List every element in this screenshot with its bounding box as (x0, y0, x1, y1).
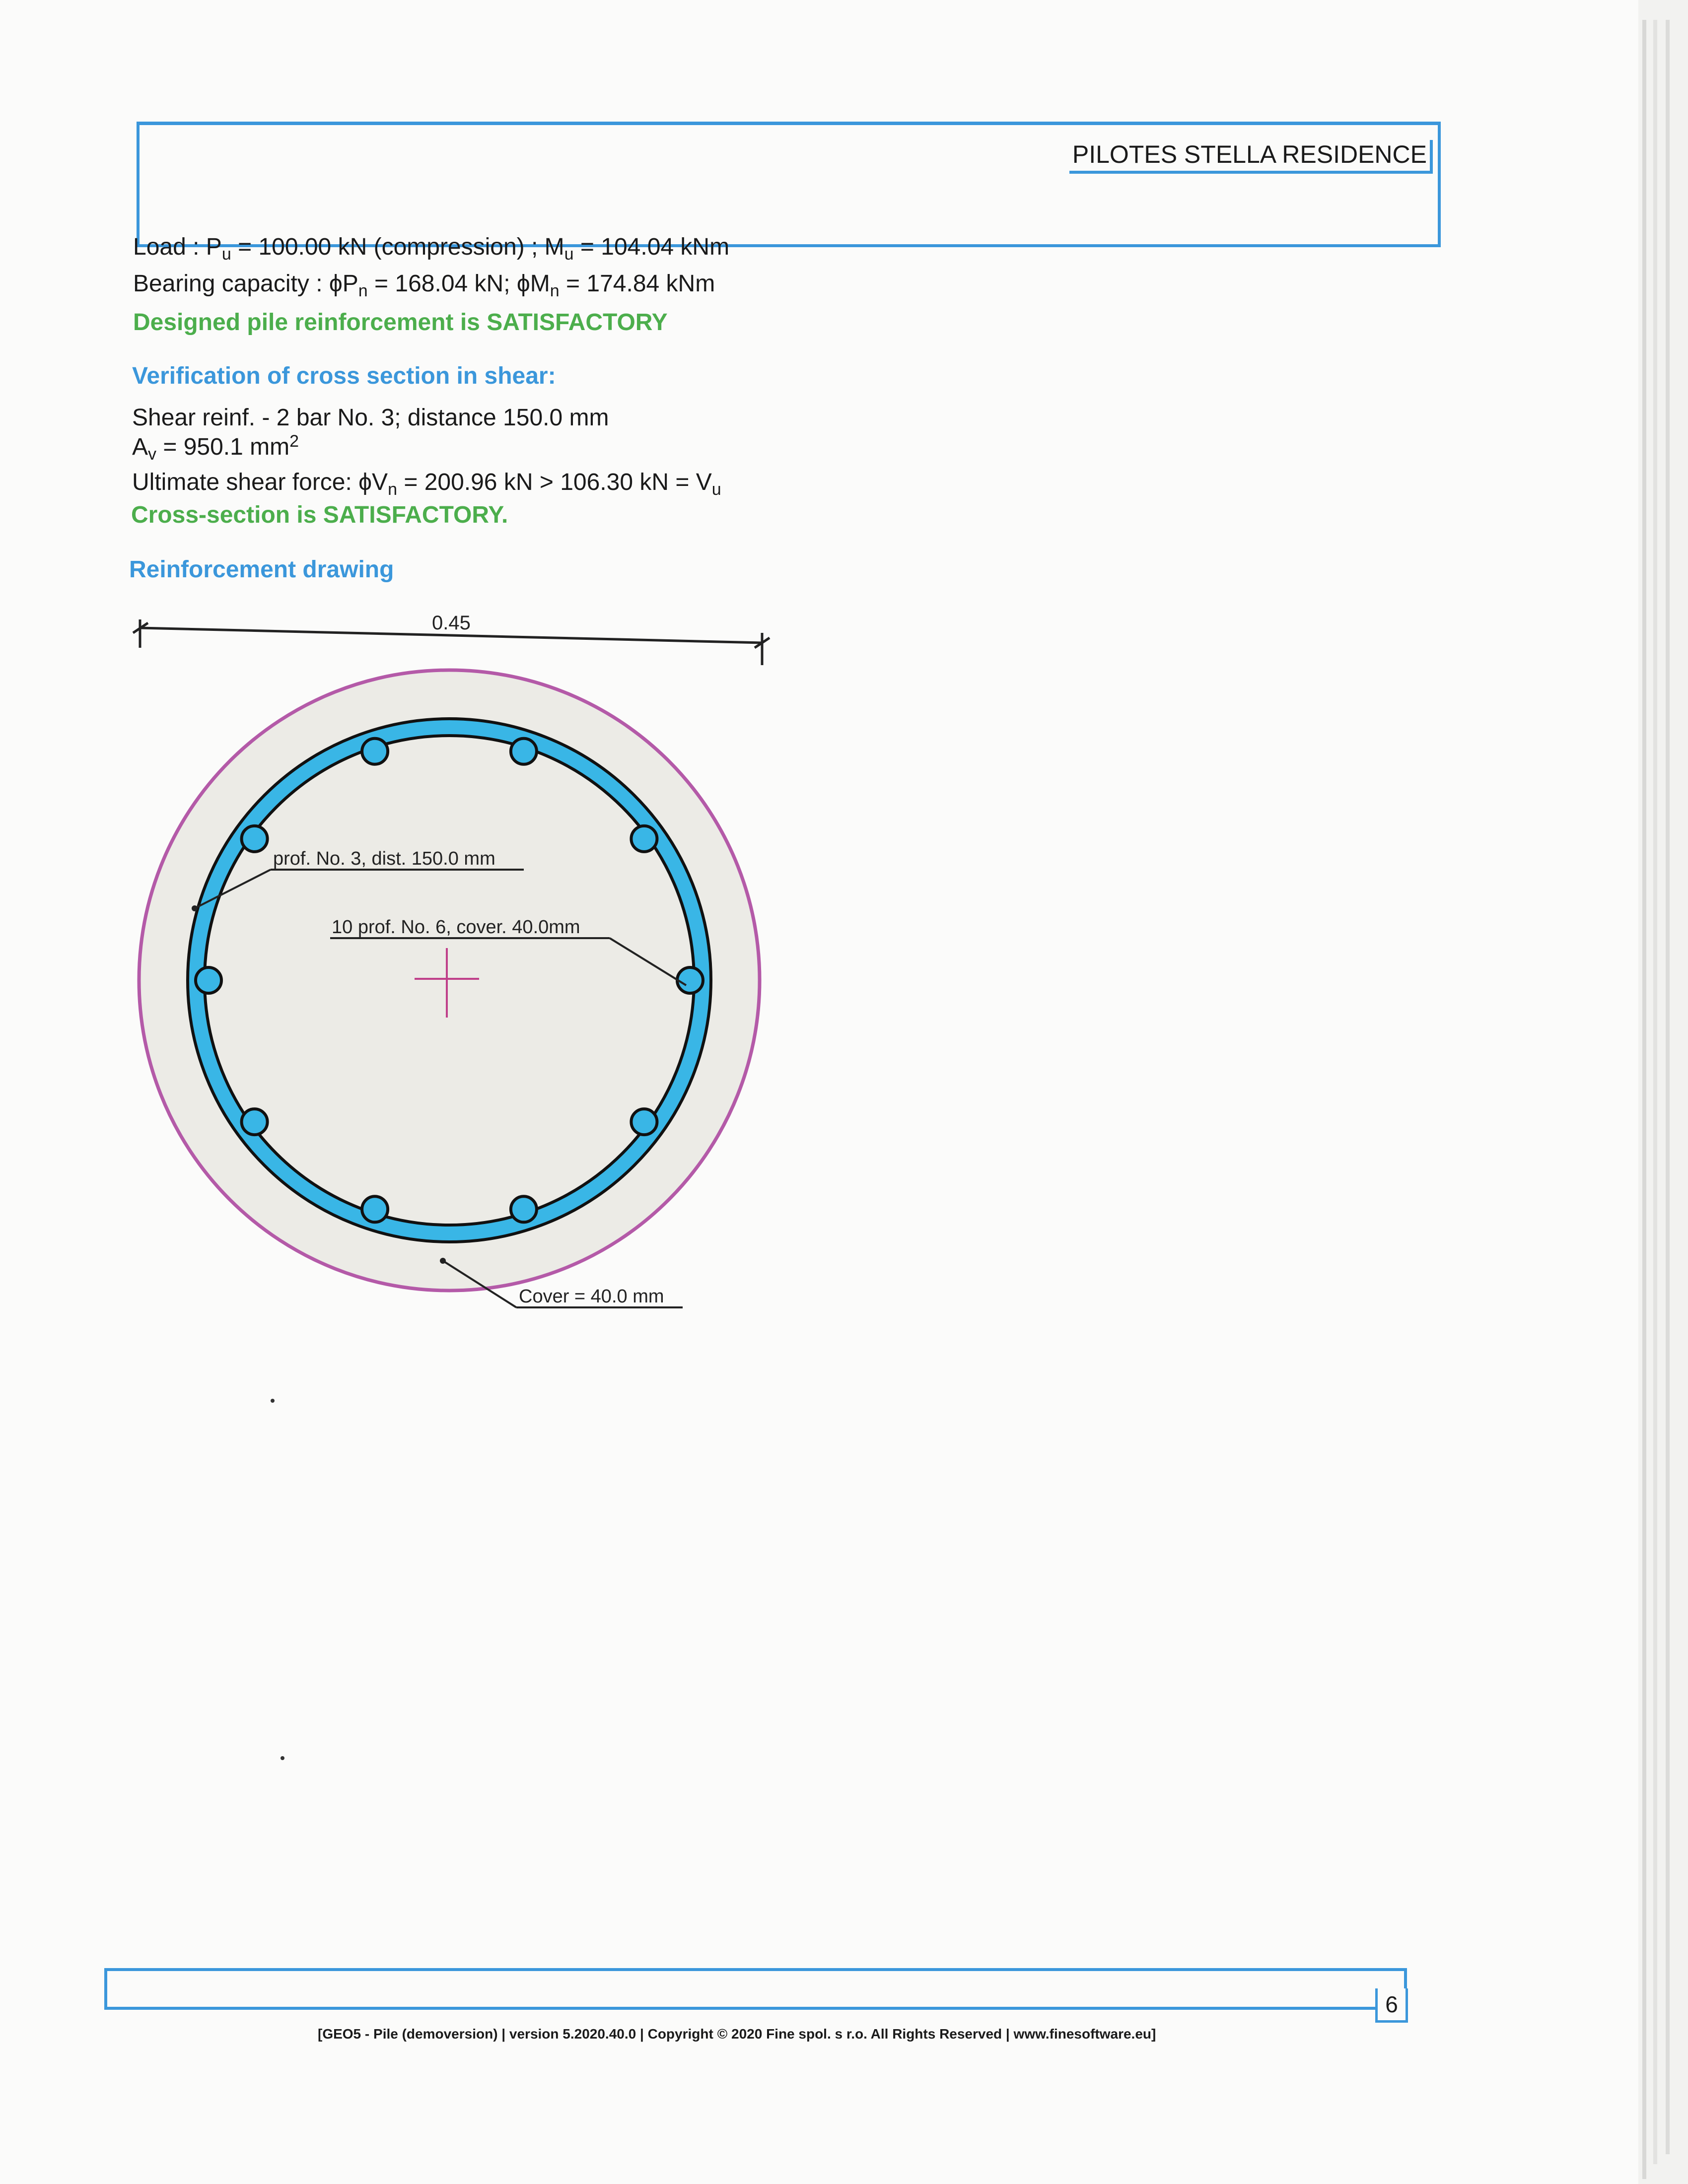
stirrup-label: prof. No. 3, dist. 150.0 mm (273, 848, 495, 869)
rebar-4 (362, 1196, 388, 1222)
rebar-10 (631, 826, 657, 852)
rebar-5 (242, 1109, 268, 1135)
cover-leader-dot (440, 1258, 446, 1264)
page-edge (1642, 20, 1646, 2179)
stirrup-leader-dot (192, 905, 198, 911)
speck (271, 1399, 275, 1403)
dimension-label: 0.45 (432, 612, 471, 634)
page-number: 6 (1375, 1988, 1408, 2023)
page-edge (1666, 20, 1670, 2154)
shear-reinforcement-line: Shear reinf. - 2 bar No. 3; distance 150.0 mm (132, 405, 609, 431)
page-edge (1653, 20, 1657, 2164)
pile-outline (139, 670, 760, 1291)
ultimate-shear-line: Ultimate shear force: $\phi V_n = 200.96$ kN > 106.30 kN = $V_u$ (132, 469, 721, 499)
rebar-1 (677, 967, 703, 993)
rebar-2 (631, 1109, 657, 1135)
rebar-3 (511, 1196, 537, 1222)
footer-frame (104, 1968, 1407, 2010)
rebar-6 (196, 967, 221, 993)
cover-label: Cover = 40.0 mm (519, 1286, 664, 1307)
rebar-7 (242, 826, 268, 852)
drawing-heading: Reinforcement drawing (129, 556, 394, 583)
shear-heading: Verification of cross section in shear: (132, 363, 556, 389)
project-title: PILOTES STELLA RESIDENCE (1069, 140, 1433, 174)
load-line: Load : $P_u = 100.00$ kN (compression) ; $M_u = 104.04$ kNm (133, 234, 730, 264)
rebar-8 (362, 739, 388, 764)
speck (281, 1756, 284, 1760)
bars-label: 10 prof. No. 6, cover. 40.0mm (332, 917, 580, 938)
bearing-capacity-line: Bearing capacity : $\phi P_n = 168.04$ kN; $\phi M_n = 174.84$ kNm (133, 271, 715, 300)
pile-reinforcement-result: Designed pile reinforcement is SATISFACTORY (133, 309, 668, 336)
shear-area-line: $A_v = 950.1$ $mm^2$ (132, 432, 299, 464)
cross-section-result: Cross-section is SATISFACTORY. (131, 502, 508, 528)
rebar-9 (511, 739, 537, 764)
footer-copyright: [GEO5 - Pile (demoversion) | version 5.2020.40.0 | Copyright © 2020 Fine spol. s r.o. All Rights Reserved | www.finesoftware.eu] (318, 2026, 1156, 2042)
